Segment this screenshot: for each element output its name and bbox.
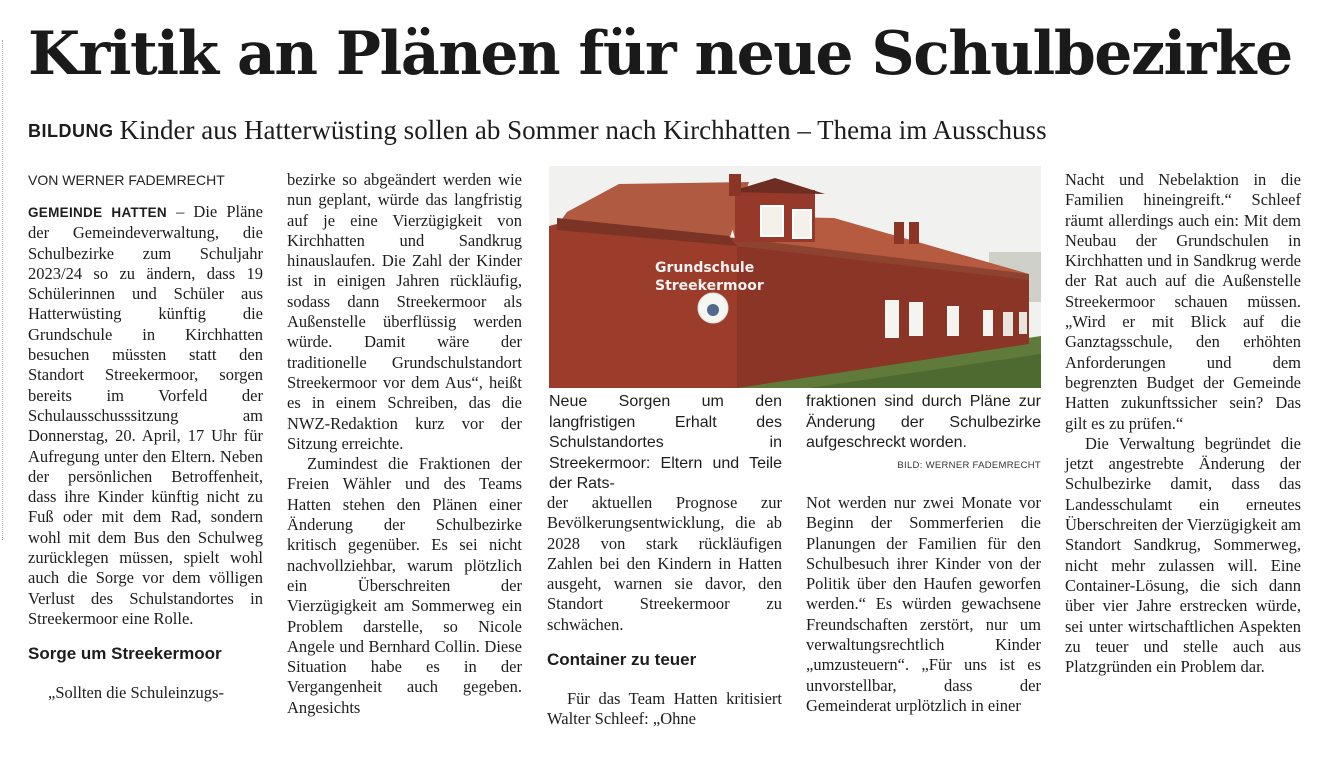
text-column-4 — [806, 493, 1041, 716]
paragraph: bezirke so abgeändert werden wie nun geplant, würde das langfristig auf je eine Vierzügigkeit von Kirchhatten und Sandkrug hinauslaufen. Die Zahl der Kinder ist in einigen Jahren rückläufig, sodass dann Streekermoor als Außenstelle überflüssig werden würde. Damit wäre der traditionelle Grundschulstandort Streekermoor vor dem Aus“, heißt es in einem Schreiben, das die NWZ-Redaktion kurz vor der Sitzung erreichte. — [287, 170, 522, 453]
school-photo — [549, 166, 1041, 388]
paragraph: „Sollten die Schuleinzugs- — [48, 683, 224, 703]
sign-text-line2: Streekermoor — [655, 278, 764, 294]
section-kicker: BILDUNG — [28, 121, 114, 141]
school-building-illustration — [549, 166, 1041, 388]
paragraph: Die Verwaltung begründet die jetzt angestrebte Änderung der Schulbezirke damit, dass das Landesschulamt ein erneutes Überschreiten der Vierzügigkeit am Standort Sandkrug, Sommerweg, nicht mehr zulassen will. Eine Container-Lösung, die sich dann über vier Jahre erstrecken würde, sei unter wirtschaftlichen Aspekten zu teuer und stelle auch aus Platzgründen ein Problem dar. — [1065, 433, 1301, 677]
paragraph: Zumindest die Fraktionen der Freien Wähler und des Teams Hatten stehen den Plänen einer Änderung der Schulbezirke kritisch gegenüber. Es sei nicht nachvollziehbar, warum plötzlich ein Überschreiten der Vierzügigkeit am Sommerweg ein Problem darstelle, so Nicole Angele und Bernhard Collin. Diese Situation habe es in der Vergangenheit auch gegeben. Angesichts — [287, 454, 522, 717]
article-deck: Kinder aus Hatterwüsting sollen ab Sommer nach Kirchhatten – Thema im Ausschuss — [119, 115, 1047, 145]
photo-caption-left: Neue Sorgen um den langfristigen Erhalt des Schulstandortes in Streekermoor: Eltern und Teile der Rats- — [549, 393, 782, 492]
subheading-container: Container zu teuer — [547, 650, 697, 670]
text-column-2 — [287, 170, 522, 718]
article-subline — [28, 110, 1328, 155]
article-headline: Kritik an Plänen für neue Schulbezirke — [28, 19, 1292, 89]
dateline: GEMEINDE HATTEN — [28, 205, 167, 220]
photo-caption-right: fraktionen sind durch Pläne zur Änderung der Schulbezirke aufgeschreckt worden. — [806, 393, 1041, 451]
sign-text-line1: Grundschule — [655, 260, 755, 276]
paragraph: der aktuellen Prognose zur Bevölkerungsentwicklung, die ab 2028 von stark rückläufigen Zahlen bei den Kindern in Hatten ausgeht, warnen sie davor, den Standort Streekermoor zu schwächen. — [547, 493, 782, 634]
paragraph: Not werden nur zwei Monate vor Beginn der Sommerferien die Planungen der Familien für den Schulbesuch ihrer Kinder von der Politik über den Haufen geworfen werden.“ Es würden gewachsene Freundschaften zerstört, nur um verwaltungsrechtlich Kinder „umzusteuern“. „Für uns ist es unvorstellbar, dass der Gemeinderat urplötzlich in einer — [806, 493, 1041, 715]
page-edge-marks — [2, 40, 6, 540]
byline: VON WERNER FADEMRECHT — [28, 172, 225, 188]
paragraph-text: – Die Pläne der Gemeindeverwaltung, die Schulbezirke zum Schuljahr 2023/24 so zu ändern, dass 19 Schülerinnen und Schüler aus Hatterwüsting künftig die Grundschule in Kirchhatten besuchen müssten statt den Standort Streekermoor, sorgen bereits im Vorfeld der Schulausschusssitzung am Donnerstag, 20. April, 17 Uhr für Aufregung unter den Eltern. Neben der persönlichen Betroffenheit, dass ihre Kinder künftig nicht zu Fuß oder mit dem Rad, sondern wohl mit dem Bus den Schulweg zurücklegen müssen, spielt wohl auch die Sorge vor dem völligen Verlust des Schulstandortes in Streekermoor eine Rolle. — [28, 202, 263, 628]
paragraph: Für das Team Hatten kritisiert Walter Schleef: „Ohne — [547, 689, 782, 729]
text-column-1 — [28, 170, 263, 704]
subheading-sorge: Sorge um Streekermoor — [28, 644, 222, 664]
text-column-3 — [547, 493, 782, 730]
photo-credit: BILD: WERNER FADEMRECHT — [897, 460, 1041, 471]
text-column-5 — [1065, 170, 1301, 677]
paragraph: Nacht und Nebelaktion in die Familien hineingreift.“ Schleef räumt allerdings auch ein: Mit dem Neubau der Grundschulen in Kirchhatten und in Sandkrug werde der Rat auch auf die Außenstelle Streekermoor schauen müssen. „Wird er mit Blick auf die Ganztagsschule, den erhöhten Anforderungen und dem begrenzten Budget der Gemeinde Hatten zukunftssicher sein? Das gilt es zu prüfen.“ — [1065, 170, 1301, 433]
paragraph — [28, 202, 263, 629]
